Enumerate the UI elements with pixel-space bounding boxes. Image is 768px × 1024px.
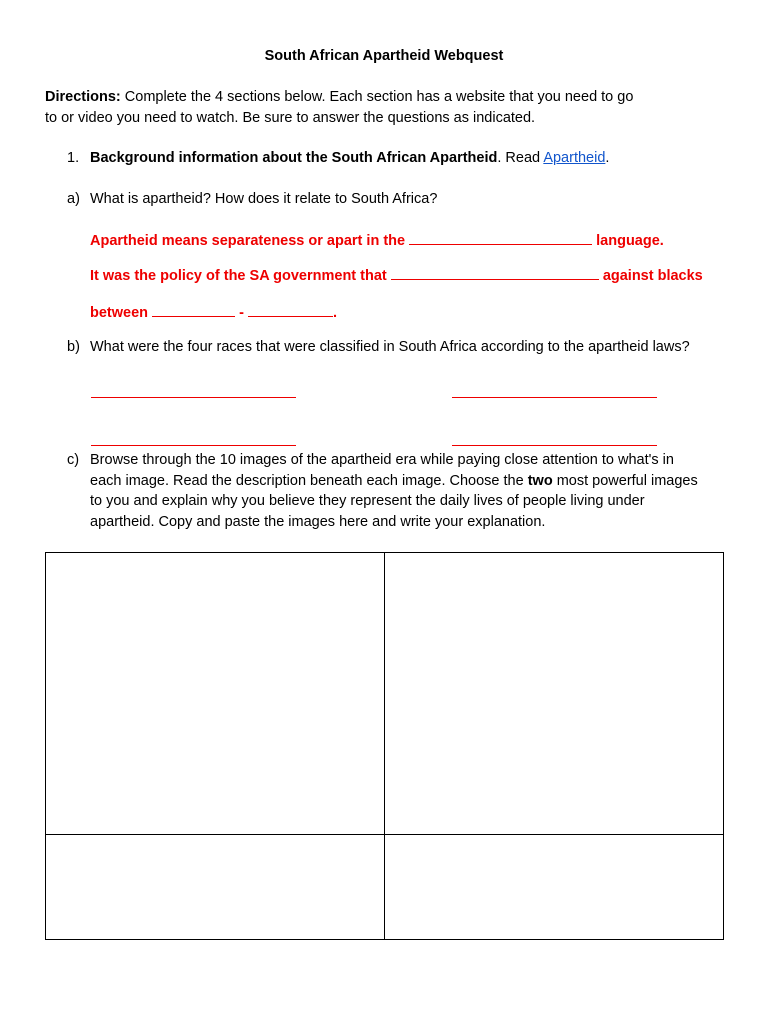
answer-a-line2-pre: It was the policy of the SA government that [90, 268, 387, 284]
apartheid-link[interactable]: Apartheid [543, 150, 606, 166]
image-explanation-table [45, 552, 724, 940]
race-answer-line-3[interactable] [91, 445, 296, 446]
page-title: South African Apartheid Webquest [264, 48, 504, 64]
directions-label: Directions: [45, 89, 121, 105]
question-b-marker: b) [67, 339, 80, 355]
section1-heading-line [90, 148, 609, 169]
answer-a-line2 [90, 265, 703, 287]
question-b-text: What were the four races that were classified in South Africa according to the apartheid laws? [90, 339, 690, 355]
explanation-cell-1[interactable] [46, 835, 385, 940]
answer-blank-end-year[interactable] [248, 302, 333, 317]
answer-a-line1-post: language. [596, 233, 664, 249]
answer-a-line1-pre: Apartheid means separateness or apart in the [90, 233, 406, 249]
question-c-line2-pre: each image. Read the description beneath each image. Choose the [90, 472, 528, 489]
question-c-text [90, 450, 730, 532]
race-answer-line-4[interactable] [452, 445, 657, 446]
question-c-line1: Browse through the 10 images of the apartheid era while paying close attention to what's in [90, 452, 674, 468]
explanation-cell-2[interactable] [385, 835, 724, 940]
image-cell-1[interactable] [46, 553, 385, 835]
question-c-marker: c) [67, 452, 80, 468]
answer-blank-start-year[interactable] [152, 302, 235, 317]
image-cell-2[interactable] [385, 553, 724, 835]
answer-a-line3-pre: between [90, 305, 149, 321]
race-answer-line-1[interactable] [91, 397, 296, 398]
answer-a-line2-post: against blacks [602, 268, 703, 284]
answer-blank-policy[interactable] [391, 265, 599, 280]
section1-read-text: . Read [497, 150, 544, 166]
question-a-text: What is apartheid? How does it relate to South Africa? [90, 191, 438, 207]
directions-text-line1: Complete the 4 sections below. Each section has a website that you need to go [124, 89, 634, 105]
section1-heading: Background information about the South African Apartheid [90, 150, 498, 166]
question-a-marker: a) [67, 191, 80, 207]
answer-blank-language[interactable] [409, 230, 592, 245]
question-c-line3: to you and explain why you believe they represent the daily lives of people living under [90, 493, 645, 509]
section-number: 1. [67, 150, 80, 166]
question-c-line2-post: most powerful images [552, 472, 698, 489]
race-answer-line-2[interactable] [452, 397, 657, 398]
question-c-line4: apartheid. Copy and paste the images here and write your explanation. [90, 513, 546, 530]
answer-a-line3-post: . [332, 305, 337, 321]
directions-paragraph [45, 87, 685, 128]
directions-text-line2: to or video you need to watch. Be sure to answer the questions as indicated. [45, 109, 536, 126]
answer-a-line1 [90, 230, 664, 252]
section1-end: . [605, 150, 610, 166]
question-c-emphasis: two [527, 472, 553, 489]
answer-a-line3 [90, 302, 337, 324]
answer-a-line3-mid: - [239, 305, 244, 321]
